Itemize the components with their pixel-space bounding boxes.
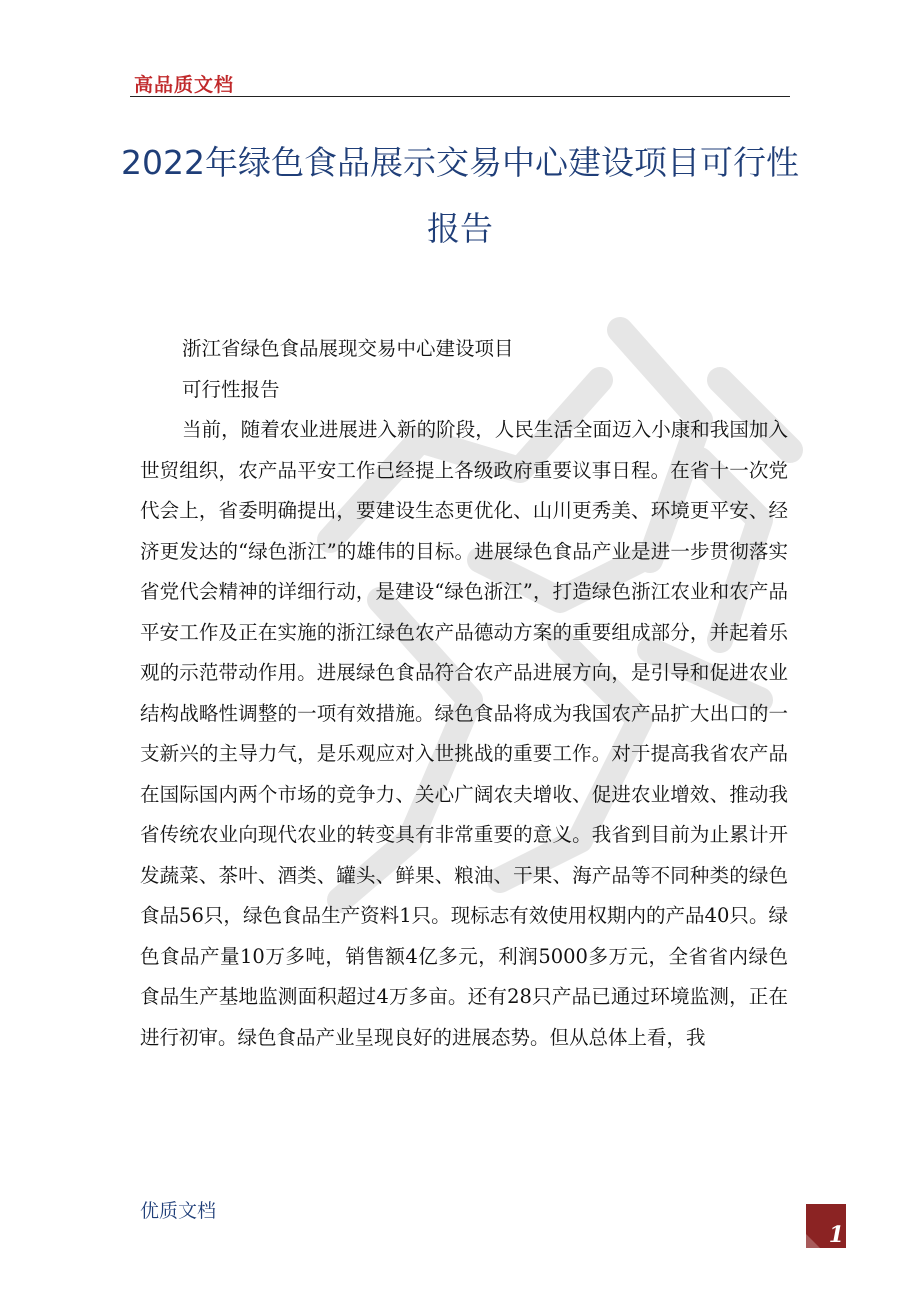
page-number: 1 (828, 1222, 844, 1248)
footer-label: 优质文档 (140, 1200, 217, 1222)
subheading-project: 浙江省绿色食品展现交易中心建设项目 (182, 337, 514, 360)
subheading-report: 可行性报告 (182, 377, 280, 401)
header-divider (130, 96, 790, 97)
header-label: 高品质文档 (134, 74, 235, 96)
document-body (140, 329, 788, 1058)
body-paragraph: 当前，随着农业进展进入新的阶段，人民生活全面迈入小康和我国加入世贸组织，农产品平安工作已经提上各级政府重要议事日程。在省十一次党代会上，省委明确提出，要建设生态更优化、山川更秀美、环境更平安、经济更发达的“绿色浙江”的雄伟的目标。进展绿色食品产业是进一步贯彻落实省党代会精神的详细行动，是建设“绿色浙江”，打造绿色浙江农业和农产品平安工作及正在实施的浙江绿色农产品德动方案的重要组成部分，并起着乐观的示范带动作用。进展绿色食品符合农产品进展方向，是引导和促进农业结构战略性调整的一项有效措施。绿色食品将成为我国农产品扩大出口的一支新兴的主导力气，是乐观应对入世挑战的重要工作。对于提高我省农产品在国际国内两个市场的竞争力、关心广阔农夫增收、促进农业增效、推动我省传统农业向现代农业的转变具有非常重要的意义。我省到目前为止累计开发蔬菜、茶叶、酒类、罐头、鲜果、粮油、干果、海产品等不同种类的绿色食品56只，绿色食品生产资料1只。现标志有效使用权期内的产品40只。绿色食品产量10万多吨，销售额4亿多元，利润5000多万元，全省省内绿色食品生产基地监测面积超过4万多亩。还有28只产品已通过环境监测，正在进行初审。绿色食品产业呈现良好的进展态势。但从总体上看，我 (140, 418, 788, 1049)
document-title: 2022年绿色食品展示交易中心建设项目可行性报告 (121, 143, 799, 248)
page-number-badge (806, 1204, 846, 1248)
